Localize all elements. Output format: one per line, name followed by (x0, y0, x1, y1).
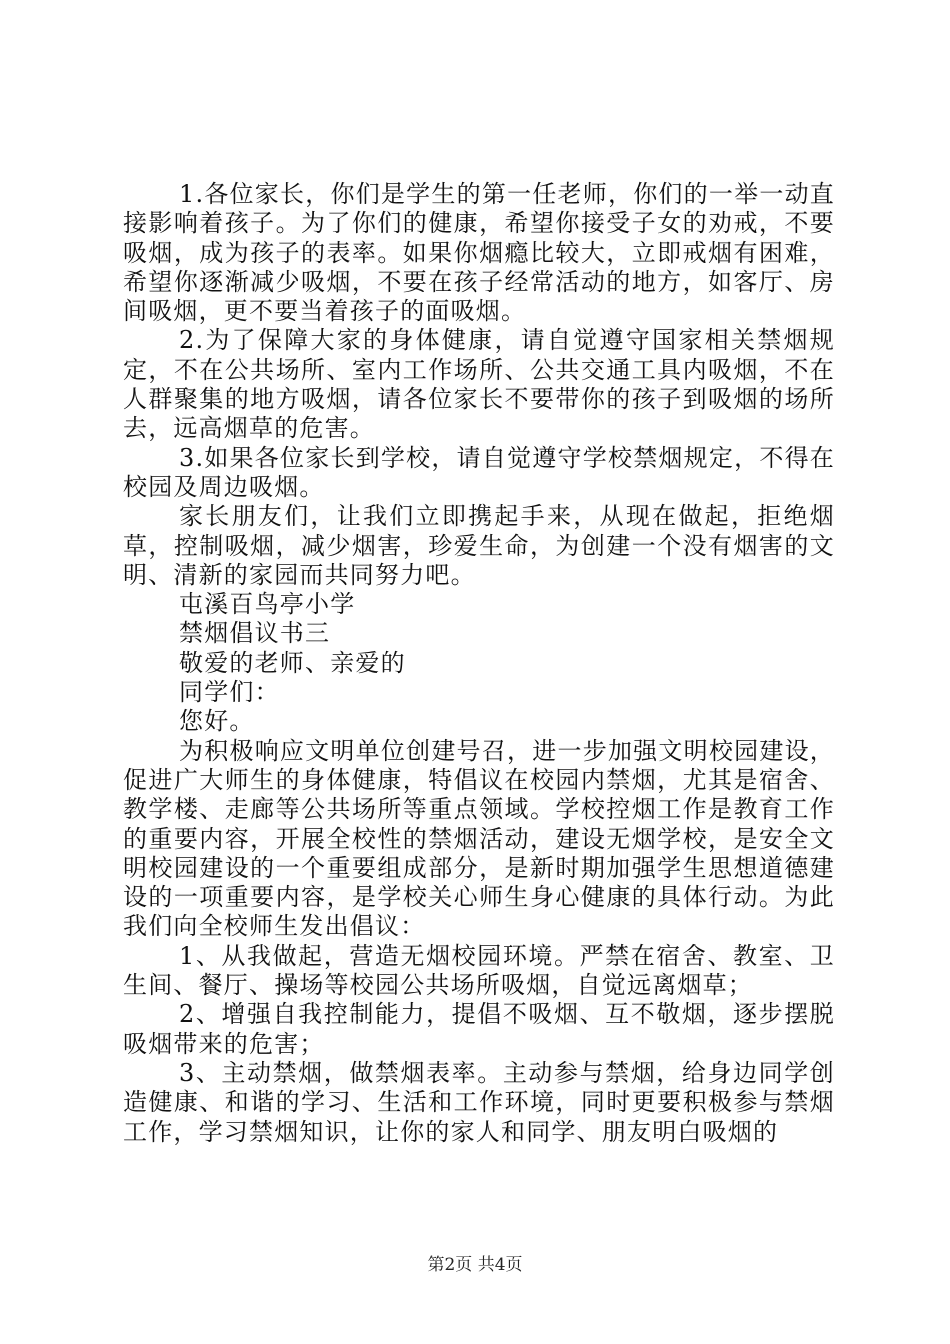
signature-school: 屯溪百鸟亭小学 (179, 590, 356, 619)
document-body (123, 180, 835, 1147)
paragraph-parent-item-1: 1.各位家长，你们是学生的第一任老师，你们的一举一动直接影响着孩子。为了你们的健康，希望你接受子女的劝戒，不要吸烟，成为孩子的表率。如果你烟瘾比较大，立即戒烟有困难，希望你逐渐减少吸烟，不要在孩子经常活动的地方，如客厅、房间吸烟，更不要当着孩子的面吸烟。 (123, 180, 835, 326)
paragraph-item-2: 2、增强自我控制能力，提倡不吸烟、互不敬烟，逐步摆脱吸烟带来的危害； (123, 1000, 835, 1058)
page-footer (0, 1250, 950, 1275)
paragraph-parent-item-2: 2.为了保障大家的身体健康，请自觉遵守国家相关禁烟规定，不在公共场所、室内工作场所、公共交通工具内吸烟，不在人群聚集的地方吸烟，请各位家长不要带你的孩子到吸烟的场所去，远高烟草的危害。 (123, 326, 835, 443)
paragraph-intro: 为积极响应文明单位创建号召，进一步加强文明校园建设，促进广大师生的身体健康，特倡议在校园内禁烟，尤其是宿舍、教学楼、走廊等公共场所等重点领域。学校控烟工作是教育工作的重要内容，开展全校性的禁烟活动，建设无烟学校，是安全文明校园建设的一个重要组成部分，是新时期加强学生思想道德建设的一项重要内容，是学校关心师生身心健康的具体行动。为此我们向全校师生发出倡议： (123, 736, 835, 941)
page-number: 第2页 共4页 (427, 1255, 523, 1275)
section-title: 禁烟倡议书三 (179, 619, 331, 648)
paragraph-closing-appeal: 家长朋友们，让我们立即携起手来，从现在做起，拒绝烟草，控制吸烟，减少烟害，珍爱生命，为创建一个没有烟害的文明、清新的家园而共同努力吧。 (123, 502, 835, 589)
salutation-line-1: 敬爱的老师、亲爱的 (179, 648, 406, 677)
paragraph-parent-item-3: 3.如果各位家长到学校，请自觉遵守学校禁烟规定，不得在校园及周边吸烟。 (123, 443, 835, 501)
greeting: 您好。 (179, 707, 255, 736)
paragraph-item-3: 3、主动禁烟，做禁烟表率。主动参与禁烟，给身边同学创造健康、和谐的学习、生活和工作环境，同时更要积极参与禁烟工作，学习禁烟知识，让你的家人和同学、朋友明白吸烟的 (123, 1058, 835, 1146)
paragraph-item-1: 1、从我做起，营造无烟校园环境。严禁在宿舍、教室、卫生间、餐厅、操场等校园公共场所吸烟，自觉远离烟草； (123, 941, 835, 1000)
salutation-line-2: 同学们： (179, 678, 280, 707)
